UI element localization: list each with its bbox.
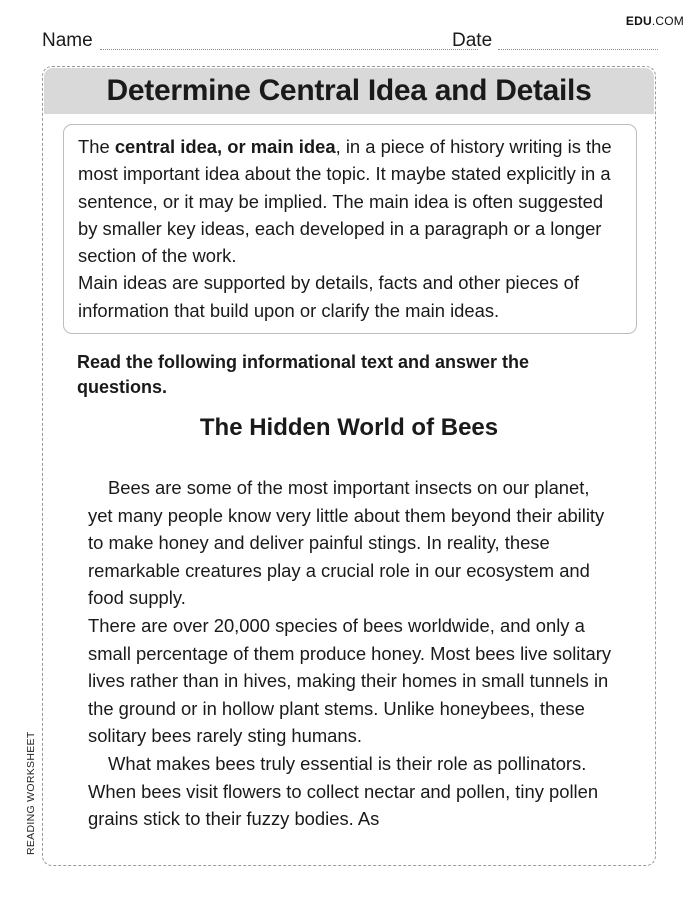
title-band: [44, 68, 654, 114]
story-paragraph: What makes bees truly essential is their role as pollinators. When bees visit flowers to collect nectar and pollen, tiny pollen grains stick to their fuzzy bodies. As: [88, 752, 599, 830]
story-paragraph: There are over 20,000 species of bees worldwide, and only a small percentage of them produce honey. Most bees live solitary lives rather than in hives, making their homes in small tunnels in the ground or in hollow plant stems. Unlike honeybees, these solitary bees rarely sting humans.: [88, 614, 612, 747]
date-write-line[interactable]: [498, 49, 658, 50]
brand-logo: [626, 14, 684, 28]
definition-paragraph-1: [78, 133, 622, 269]
story-title: The Hidden World of Bees: [199, 414, 499, 441]
worksheet-title: Determine Central Idea and Details: [106, 74, 592, 107]
definition-paragraph-2: Main ideas are supported by details, facts and other pieces of information that build upon or clarify the main ideas.: [78, 272, 579, 321]
side-label: READING WORKSHEET: [25, 731, 37, 855]
story-text: [88, 474, 618, 833]
name-label: Name: [42, 30, 93, 51]
name-write-line[interactable]: [100, 49, 478, 50]
instruction-text: Read the following informational text and answer the questions.: [77, 352, 530, 397]
definition-text: , in a piece of history writing is the most important idea about the topic. It maybe stated explicitly in a sentence, or it may be implied. The main idea is often suggested by smaller key ideas, each developed in a paragraph or a longer section of the work.: [78, 136, 612, 267]
story-paragraph: Bees are some of the most important insects on our planet, yet many people know very little about them beyond their ability to make honey and deliver painful stings. In reality, these remarkable creatures play a crucial role in our ecosystem and food supply.: [88, 477, 605, 609]
definition-box: [63, 124, 637, 334]
brand-logo-bold: EDU: [625, 14, 652, 28]
definition-text: The: [78, 136, 115, 157]
date-label: Date: [452, 30, 493, 51]
definition-term: central idea, or main idea: [114, 136, 336, 157]
name-date-row: [42, 30, 658, 52]
brand-logo-suffix: .COM: [651, 14, 684, 28]
